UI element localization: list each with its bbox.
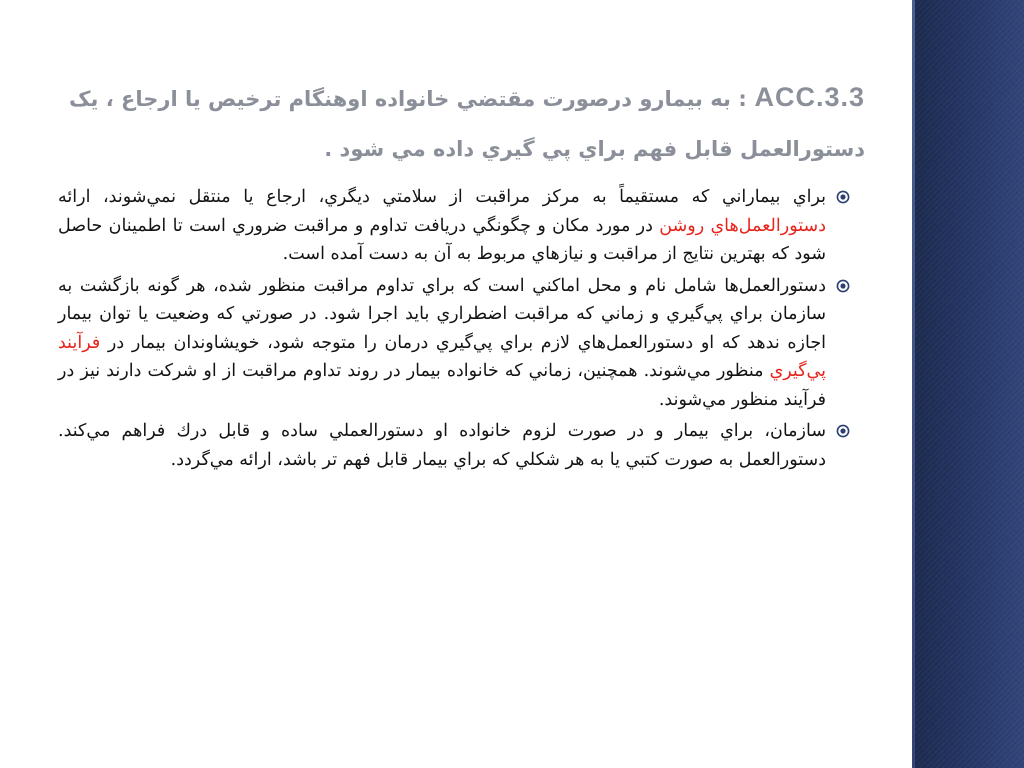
standard-code: ACC.3.3 [754, 82, 865, 112]
highlighted-term: فرآيند پي‌گيري [58, 332, 826, 381]
paragraph-1 [58, 183, 850, 269]
target-bullet-icon [836, 424, 850, 438]
highlighted-term: دستورالعمل‌هاي روشن [659, 215, 826, 236]
slide-body [58, 183, 850, 477]
slide-title [50, 72, 865, 174]
decorative-side-band [912, 0, 1024, 768]
paragraph-text: دستورالعمل‌ها شامل نام و محل اماكني است كه براي تداوم مراقبت منظور شده، هر گونه بازگشت به سازمان براي پي‌گيري و زماني كه مراقبت اضطراري بايد اجرا شود. در صورتي كه وضعيت يا توان بيمار اجازه ندهد كه او دستورالعمل‌هاي لازم براي پي‌گيري درمان را متوجه شود، خويشاوندان بيمار در [58, 275, 826, 353]
target-bullet-icon [836, 279, 850, 293]
paragraph-text: در مورد مكان و چگونگي دريافت تداوم و مراقبت ضروري است تا اطمينان حاصل شود كه بهترين نتايج از مراقبت و نيازهاي مربوط به آن به دست آمده است. [58, 215, 826, 264]
paragraph-text: براي بيماراني كه مستقيماً به مركز مراقبت از سلامتي ديگري، ارجاع يا منتقل نمي‌شوند، ارائه [58, 187, 826, 207]
target-bullet-icon [836, 190, 850, 204]
paragraph-3 [58, 417, 850, 474]
title-text: : به بیمارو درصورت مقتضي خانواده اوهنگام ترخیص یا ارجاع ، یک دستورالعمل قابل فهم براي پي گيري داده مي شود . [69, 87, 865, 161]
paragraph-2 [58, 272, 850, 415]
paragraph-text: منظور مي‌شوند. همچنين، زماني كه خانواده بيمار در روند تداوم مراقبت از او شركت دارند نيز در فرآيند منظور مي‌شوند. [58, 361, 826, 410]
paragraph-text: سازمان، براي بيمار و در صورت لزوم خانواده او دستورالعملي ساده و قابل درك فراهم مي‌كند. دستورالعمل به صورت كتبي يا به هر شكلي كه براي بيمار قابل فهم تر باشد، ارائه مي‌گردد. [58, 421, 826, 470]
